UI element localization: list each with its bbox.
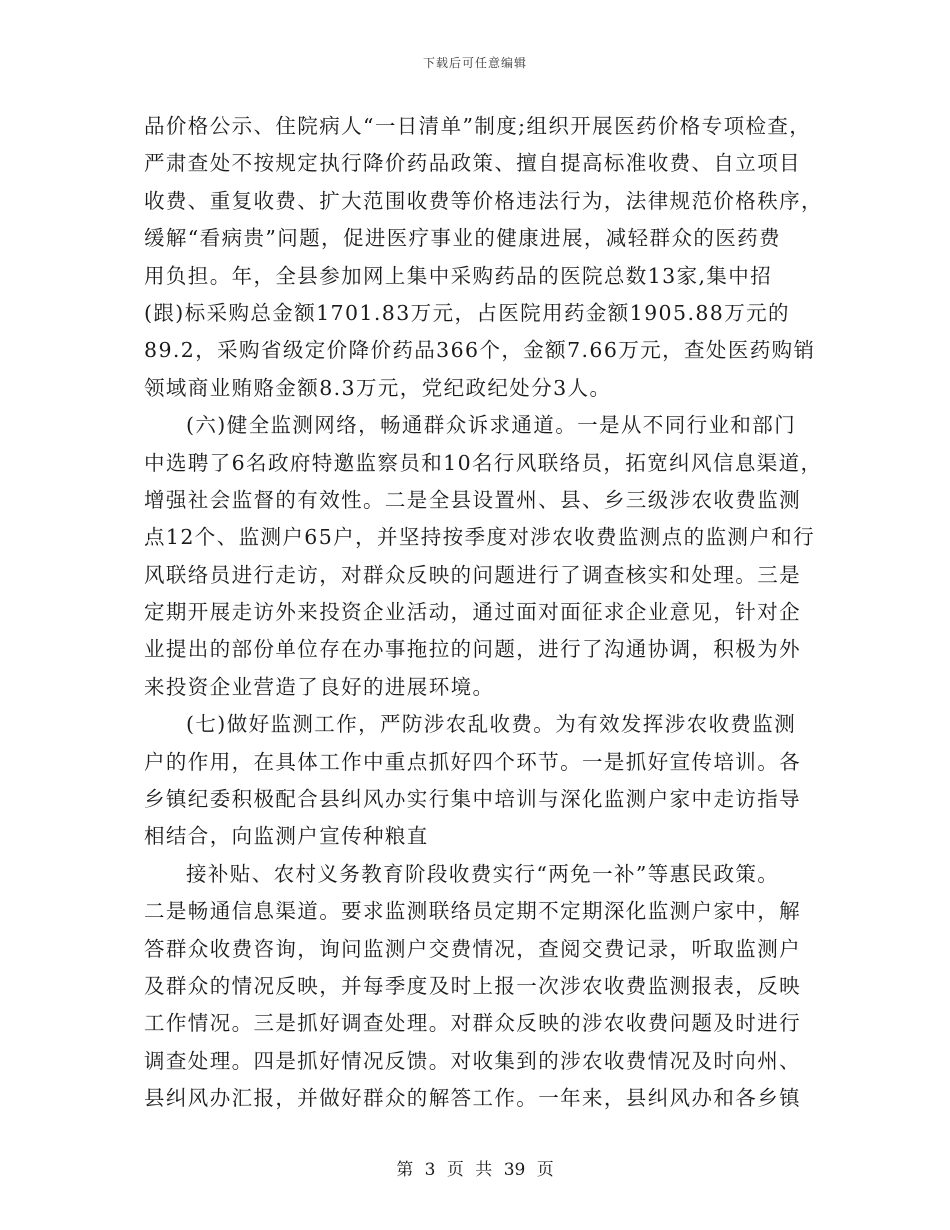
body-line: 相结合，向监测户宣传种粮直 [144, 824, 429, 849]
page-header: 下载后可任意编辑 [422, 56, 527, 70]
page-number-footer: 第 3 页 共 39 页 [396, 1160, 554, 1180]
body-line: 定期开展走访外来投资企业活动，通过面对面征求企业意见，针对企 [144, 600, 801, 625]
body-line: (跟)标采购总金额1701.83万元，占医院用药金额1905.88万元的 [144, 300, 790, 325]
body-line: 品价格公示、住院病人“一日清单”制度;组织开展医药价格专项检查， [144, 114, 812, 138]
body-line: 用负担。年，全县参加网上集中采购药品的医院总数13家,集中招 [144, 263, 773, 288]
paragraph-start-line: (六)健全监测网络，畅通群众诉求通道。一是从不同行业和部门 [186, 413, 797, 438]
body-line: 工作情况。三是抓好调查处理。对群众反映的涉农收费问题及时进行 [144, 1011, 801, 1036]
body-line: 89.2，采购省级定价降价药品366个，金额7.66万元，查处医药购销 [144, 338, 816, 363]
body-line: 中选聘了6名政府特邀监察员和10名行风联络员，拓宽纠风信息渠道， [144, 450, 823, 475]
body-line: 县纠风办汇报，并做好群众的解答工作。一年来，县纠风办和各乡镇 [144, 1086, 801, 1111]
body-line: 业提出的部份单位存在办事拖拉的问题，进行了沟通协调，积极为外 [144, 637, 801, 662]
body-line: 二是畅通信息渠道。要求监测联络员定期不定期深化监测户家中，解 [144, 899, 801, 924]
body-line: 户的作用，在具体工作中重点抓好四个环节。一是抓好宣传培训。各 [144, 749, 801, 774]
body-line: 点12个、监测户65户，并坚持按季度对涉农收费监测点的监测户和行 [144, 525, 815, 550]
body-line: 严肃查处不按规定执行降价药品政策、擅自提高标准收费、自立项目 [144, 151, 801, 176]
body-line: 来投资企业营造了良好的进展环境。 [144, 674, 495, 699]
body-line: 缓解“看病贵”问题，促进医疗事业的健康进展，减轻群众的医药费 [144, 226, 781, 251]
body-line: 收费、重复收费、扩大范围收费等价格违法行为，法律规范价格秩序， [144, 188, 823, 213]
body-line: 及群众的情况反映，并每季度及时上报一次涉农收费监测报表，反映 [144, 973, 801, 998]
document-body [144, 108, 823, 1118]
body-line: 增强社会监督的有效性。二是全县设置州、县、乡三级涉农收费监测 [144, 487, 801, 512]
body-line: 答群众收费咨询，询问监测户交费情况，查阅交费记录，听取监测户 [144, 936, 801, 961]
body-line: 领域商业贿赂金额8.3万元，党纪政纪处分3人。 [144, 375, 612, 400]
paragraph-start-line: (七)做好监测工作，严防涉农乱收费。为有效发挥涉农收费监测 [186, 712, 797, 737]
body-line: 风联络员进行走访，对群众反映的问题进行了调查核实和处理。三是 [144, 562, 801, 587]
body-line: 调查处理。四是抓好情况反馈。对收集到的涉农收费情况及时向州、 [144, 1048, 801, 1073]
body-line: 乡镇纪委积极配合县纠风办实行集中培训与深化监测户家中走访指导 [144, 787, 801, 812]
paragraph-start-line: 接补贴、农村义务教育阶段收费实行“两免一补”等惠民政策。 [186, 861, 780, 886]
